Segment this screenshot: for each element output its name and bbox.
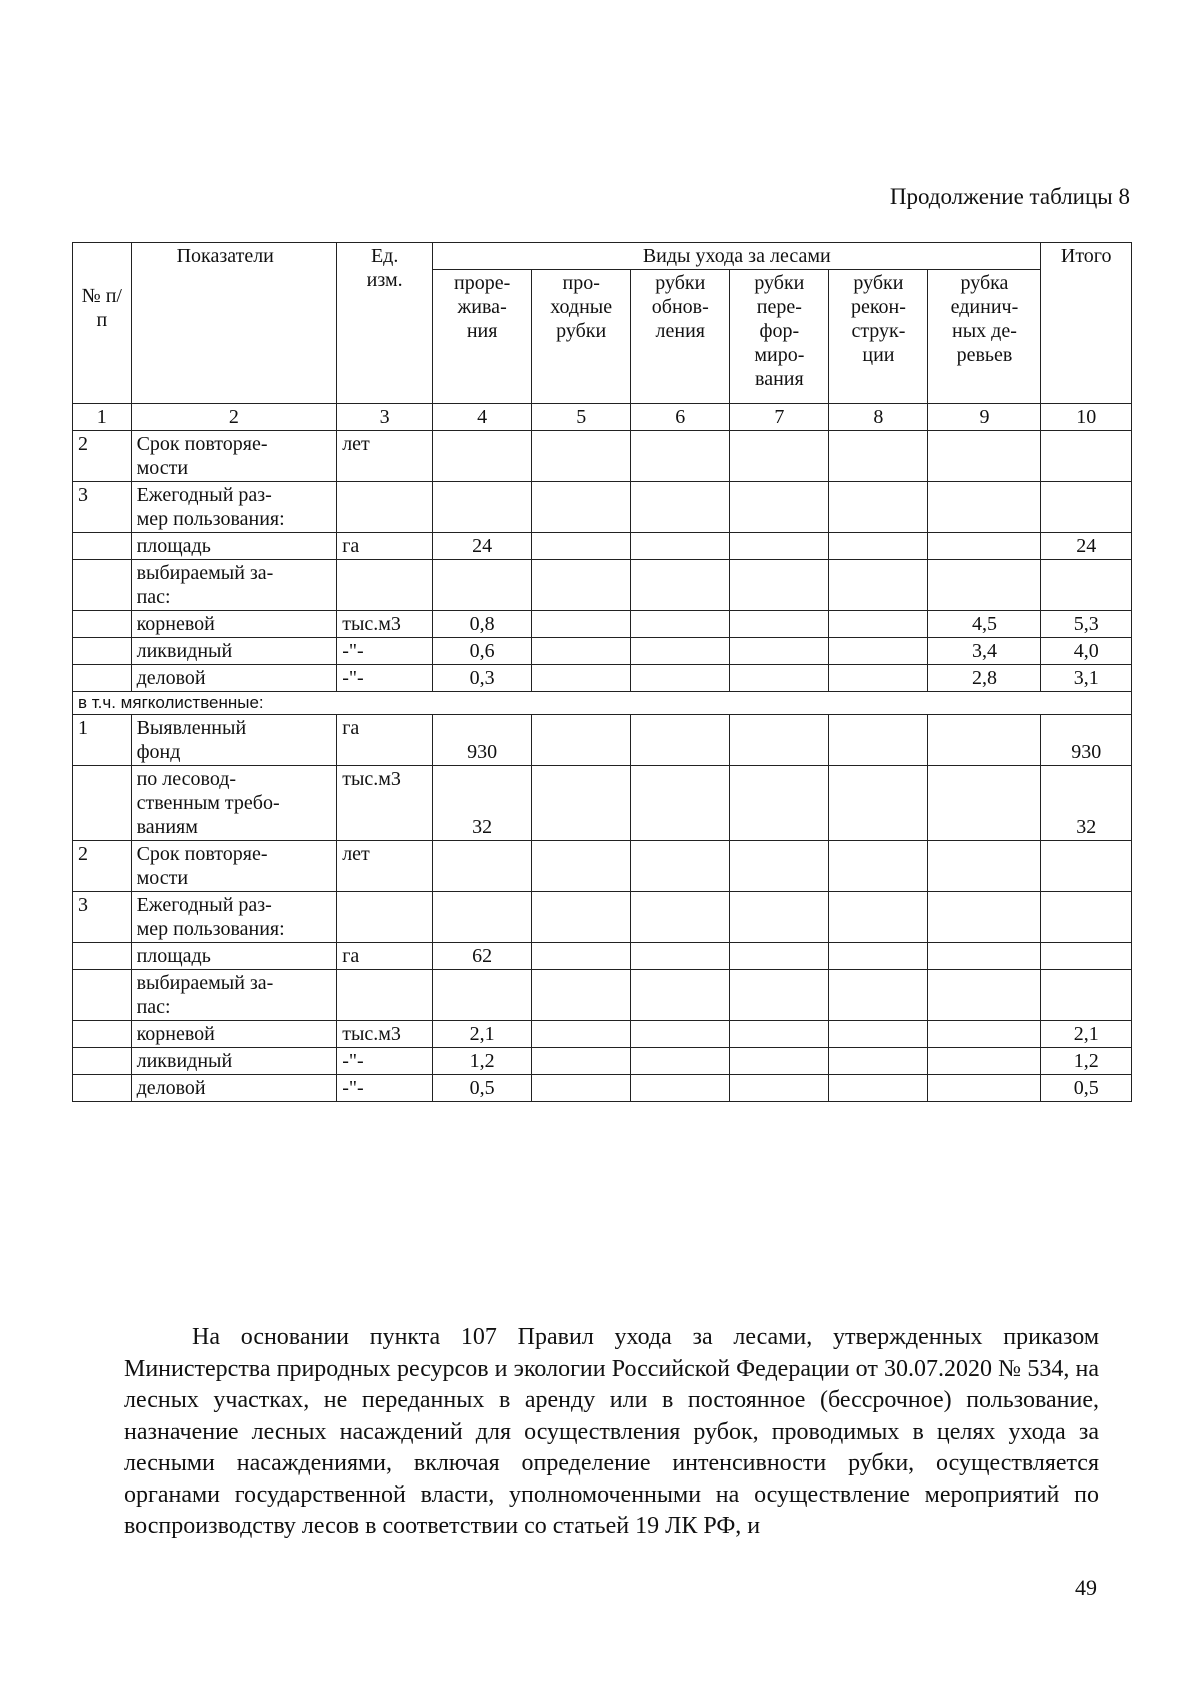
value-cell: 0,6: [433, 638, 532, 665]
value-cell: [631, 560, 730, 611]
column-number-cell: 10: [1041, 404, 1132, 431]
row-number-cell: [73, 560, 132, 611]
total-cell: 1,2: [1041, 1048, 1132, 1075]
value-cell: [631, 841, 730, 892]
value-cell: [532, 431, 631, 482]
indicator-cell: Срок повторяе- мости: [131, 841, 337, 892]
value-cell: [928, 533, 1041, 560]
value-cell: [730, 715, 829, 766]
total-cell: 5,3: [1041, 611, 1132, 638]
indicator-cell: по лесовод- ственным требо- ваниям: [131, 766, 337, 841]
section-row: [73, 692, 1132, 715]
table-row: [73, 1075, 1132, 1102]
row-number-cell: [73, 665, 132, 692]
indicator-cell: корневой: [131, 1021, 337, 1048]
value-cell: [433, 431, 532, 482]
total-cell: [1041, 892, 1132, 943]
table-row: [73, 560, 1132, 611]
value-cell: [928, 715, 1041, 766]
indicator-cell: деловой: [131, 665, 337, 692]
value-cell: [829, 482, 928, 533]
value-cell: [730, 1075, 829, 1102]
value-cell: [928, 970, 1041, 1021]
value-cell: [829, 533, 928, 560]
indicator-cell: деловой: [131, 1075, 337, 1102]
value-cell: [631, 482, 730, 533]
table-row: [73, 1048, 1132, 1075]
unit-cell: -"-: [337, 665, 433, 692]
value-cell: [829, 1075, 928, 1102]
header-indicator: Показатели: [131, 243, 337, 404]
unit-cell: тыс.м3: [337, 1021, 433, 1048]
value-cell: [631, 766, 730, 841]
unit-cell: [337, 970, 433, 1021]
table-body: [73, 243, 1132, 1102]
unit-cell: га: [337, 715, 433, 766]
value-cell: [829, 611, 928, 638]
value-cell: [631, 638, 730, 665]
value-cell: [829, 665, 928, 692]
value-cell: [631, 1075, 730, 1102]
value-cell: 2,1: [433, 1021, 532, 1048]
row-number-cell: [73, 943, 132, 970]
value-cell: [532, 970, 631, 1021]
value-cell: [532, 766, 631, 841]
total-cell: [1041, 560, 1132, 611]
unit-cell: -"-: [337, 1075, 433, 1102]
value-cell: [433, 841, 532, 892]
total-cell: 32: [1041, 766, 1132, 841]
header-type-4: рубки пере- фор- миро- вания: [730, 270, 829, 404]
table-row: [73, 970, 1132, 1021]
indicator-cell: выбираемый за- пас:: [131, 560, 337, 611]
value-cell: [730, 892, 829, 943]
indicator-cell: Срок повторяе- мости: [131, 431, 337, 482]
value-cell: [829, 638, 928, 665]
value-cell: [730, 1021, 829, 1048]
value-cell: [730, 1048, 829, 1075]
value-cell: [730, 970, 829, 1021]
header-type-5: рубки рекон- струк- ции: [829, 270, 928, 404]
value-cell: [928, 766, 1041, 841]
row-number-cell: [73, 970, 132, 1021]
indicator-cell: площадь: [131, 533, 337, 560]
unit-cell: га: [337, 943, 433, 970]
value-cell: [928, 1048, 1041, 1075]
value-cell: [928, 892, 1041, 943]
value-cell: [532, 533, 631, 560]
row-number-cell: [73, 1075, 132, 1102]
row-number-cell: [73, 1048, 132, 1075]
value-cell: [532, 560, 631, 611]
unit-cell: тыс.м3: [337, 611, 433, 638]
body-paragraph: [124, 1322, 1099, 1543]
value-cell: [532, 638, 631, 665]
value-cell: [631, 533, 730, 560]
value-cell: [730, 560, 829, 611]
value-cell: [730, 611, 829, 638]
header-group: Виды ухода за лесами: [433, 243, 1041, 270]
value-cell: [829, 766, 928, 841]
unit-cell: [337, 482, 433, 533]
unit-cell: тыс.м3: [337, 766, 433, 841]
value-cell: [928, 943, 1041, 970]
total-cell: 3,1: [1041, 665, 1132, 692]
total-cell: 930: [1041, 715, 1132, 766]
column-number-cell: 4: [433, 404, 532, 431]
row-number-cell: [73, 1021, 132, 1048]
total-cell: [1041, 431, 1132, 482]
indicator-cell: ликвидный: [131, 1048, 337, 1075]
indicator-cell: Ежегодный раз- мер пользования:: [131, 482, 337, 533]
indicator-cell: Ежегодный раз- мер пользования:: [131, 892, 337, 943]
indicator-cell: Выявленный фонд: [131, 715, 337, 766]
value-cell: [631, 611, 730, 638]
value-cell: [928, 1075, 1041, 1102]
value-cell: [631, 431, 730, 482]
forest-care-table-container: [72, 242, 1132, 1102]
value-cell: [928, 841, 1041, 892]
header-type-3: рубки обнов- ления: [631, 270, 730, 404]
unit-cell: [337, 560, 433, 611]
table-row: [73, 766, 1132, 841]
value-cell: [829, 560, 928, 611]
value-cell: [730, 482, 829, 533]
value-cell: [730, 533, 829, 560]
value-cell: [730, 665, 829, 692]
total-cell: [1041, 970, 1132, 1021]
value-cell: 62: [433, 943, 532, 970]
header-num: № п/п: [73, 243, 132, 404]
total-cell: [1041, 482, 1132, 533]
value-cell: [730, 841, 829, 892]
table-row: [73, 482, 1132, 533]
unit-cell: [337, 892, 433, 943]
value-cell: [433, 482, 532, 533]
total-cell: 4,0: [1041, 638, 1132, 665]
value-cell: [532, 715, 631, 766]
value-cell: [730, 431, 829, 482]
table-row: [73, 611, 1132, 638]
row-number-cell: 2: [73, 431, 132, 482]
value-cell: 2,8: [928, 665, 1041, 692]
indicator-cell: ликвидный: [131, 638, 337, 665]
value-cell: [928, 431, 1041, 482]
total-cell: [1041, 943, 1132, 970]
value-cell: 1,2: [433, 1048, 532, 1075]
indicator-cell: выбираемый за- пас:: [131, 970, 337, 1021]
value-cell: [928, 1021, 1041, 1048]
column-number-cell: 1: [73, 404, 132, 431]
header-total: Итого: [1041, 243, 1132, 404]
value-cell: [433, 560, 532, 611]
value-cell: [631, 1048, 730, 1075]
value-cell: 930: [433, 715, 532, 766]
value-cell: [730, 943, 829, 970]
value-cell: 3,4: [928, 638, 1041, 665]
total-cell: 2,1: [1041, 1021, 1132, 1048]
table-caption: Продолжение таблицы 8: [889, 184, 1130, 209]
value-cell: [631, 665, 730, 692]
total-cell: 24: [1041, 533, 1132, 560]
unit-cell: -"-: [337, 638, 433, 665]
value-cell: 32: [433, 766, 532, 841]
header-type-1: проре- жива- ния: [433, 270, 532, 404]
column-number-cell: 3: [337, 404, 433, 431]
value-cell: [829, 841, 928, 892]
column-number-cell: 9: [928, 404, 1041, 431]
row-number-cell: 3: [73, 892, 132, 943]
value-cell: [829, 892, 928, 943]
column-number-cell: 5: [532, 404, 631, 431]
table-row: [73, 1021, 1132, 1048]
row-number-cell: [73, 533, 132, 560]
value-cell: [532, 482, 631, 533]
row-number-cell: [73, 766, 132, 841]
value-cell: [631, 1021, 730, 1048]
forest-care-table: [72, 242, 1132, 1102]
value-cell: [829, 715, 928, 766]
value-cell: [829, 1021, 928, 1048]
page-number: 49: [1075, 1575, 1097, 1600]
body-paragraph-text: На основании пункта 107 Правил ухода за лесами, утвержденных приказом Министерства природных ресурсов и экологии Российской Федерации от 30.07.2020 № 534, на лесных участках, не переданных в аренду или в постоянное (бессрочное) пользование, назначение лесных насаждений для осуществления рубок, проводимых в целях ухода за лесными насаждениями, включая определение интенсивности рубки, осуществляется органами государственной власти, уполномоченными на осуществление мероприятий по воспроизводству лесов в соответствии со статьей 19 ЛК РФ, и: [124, 1324, 1099, 1539]
table-row: [73, 431, 1132, 482]
header-row-group: [73, 243, 1132, 270]
table-row: [73, 892, 1132, 943]
value-cell: [631, 892, 730, 943]
value-cell: [829, 1048, 928, 1075]
header-type-6: рубка единич- ных де- ревьев: [928, 270, 1041, 404]
unit-cell: -"-: [337, 1048, 433, 1075]
value-cell: [829, 943, 928, 970]
table-row: [73, 533, 1132, 560]
indicator-cell: корневой: [131, 611, 337, 638]
header-type-2: про- ходные рубки: [532, 270, 631, 404]
unit-cell: лет: [337, 841, 433, 892]
row-number-cell: 1: [73, 715, 132, 766]
value-cell: [631, 715, 730, 766]
value-cell: [532, 841, 631, 892]
value-cell: [532, 943, 631, 970]
value-cell: [829, 431, 928, 482]
table-row: [73, 715, 1132, 766]
total-cell: 0,5: [1041, 1075, 1132, 1102]
value-cell: [433, 970, 532, 1021]
value-cell: [532, 665, 631, 692]
value-cell: [829, 970, 928, 1021]
value-cell: [928, 560, 1041, 611]
table-row: [73, 943, 1132, 970]
column-numbers-row: [73, 404, 1132, 431]
unit-cell: лет: [337, 431, 433, 482]
value-cell: [730, 766, 829, 841]
table-row: [73, 638, 1132, 665]
value-cell: [532, 1021, 631, 1048]
row-number-cell: [73, 638, 132, 665]
value-cell: 0,8: [433, 611, 532, 638]
value-cell: [730, 638, 829, 665]
value-cell: [532, 1048, 631, 1075]
table-row: [73, 841, 1132, 892]
column-number-cell: 2: [131, 404, 337, 431]
value-cell: [928, 482, 1041, 533]
unit-cell: га: [337, 533, 433, 560]
column-number-cell: 6: [631, 404, 730, 431]
value-cell: [433, 892, 532, 943]
value-cell: [532, 892, 631, 943]
value-cell: 24: [433, 533, 532, 560]
value-cell: 0,3: [433, 665, 532, 692]
value-cell: [532, 611, 631, 638]
column-number-cell: 7: [730, 404, 829, 431]
column-number-cell: 8: [829, 404, 928, 431]
value-cell: 0,5: [433, 1075, 532, 1102]
section-title: в т.ч. мягколиственные:: [73, 692, 1132, 715]
row-number-cell: 3: [73, 482, 132, 533]
table-row: [73, 665, 1132, 692]
value-cell: [532, 1075, 631, 1102]
header-unit: Ед. изм.: [337, 243, 433, 404]
indicator-cell: площадь: [131, 943, 337, 970]
value-cell: [631, 943, 730, 970]
row-number-cell: [73, 611, 132, 638]
total-cell: [1041, 841, 1132, 892]
row-number-cell: 2: [73, 841, 132, 892]
value-cell: [631, 970, 730, 1021]
value-cell: 4,5: [928, 611, 1041, 638]
